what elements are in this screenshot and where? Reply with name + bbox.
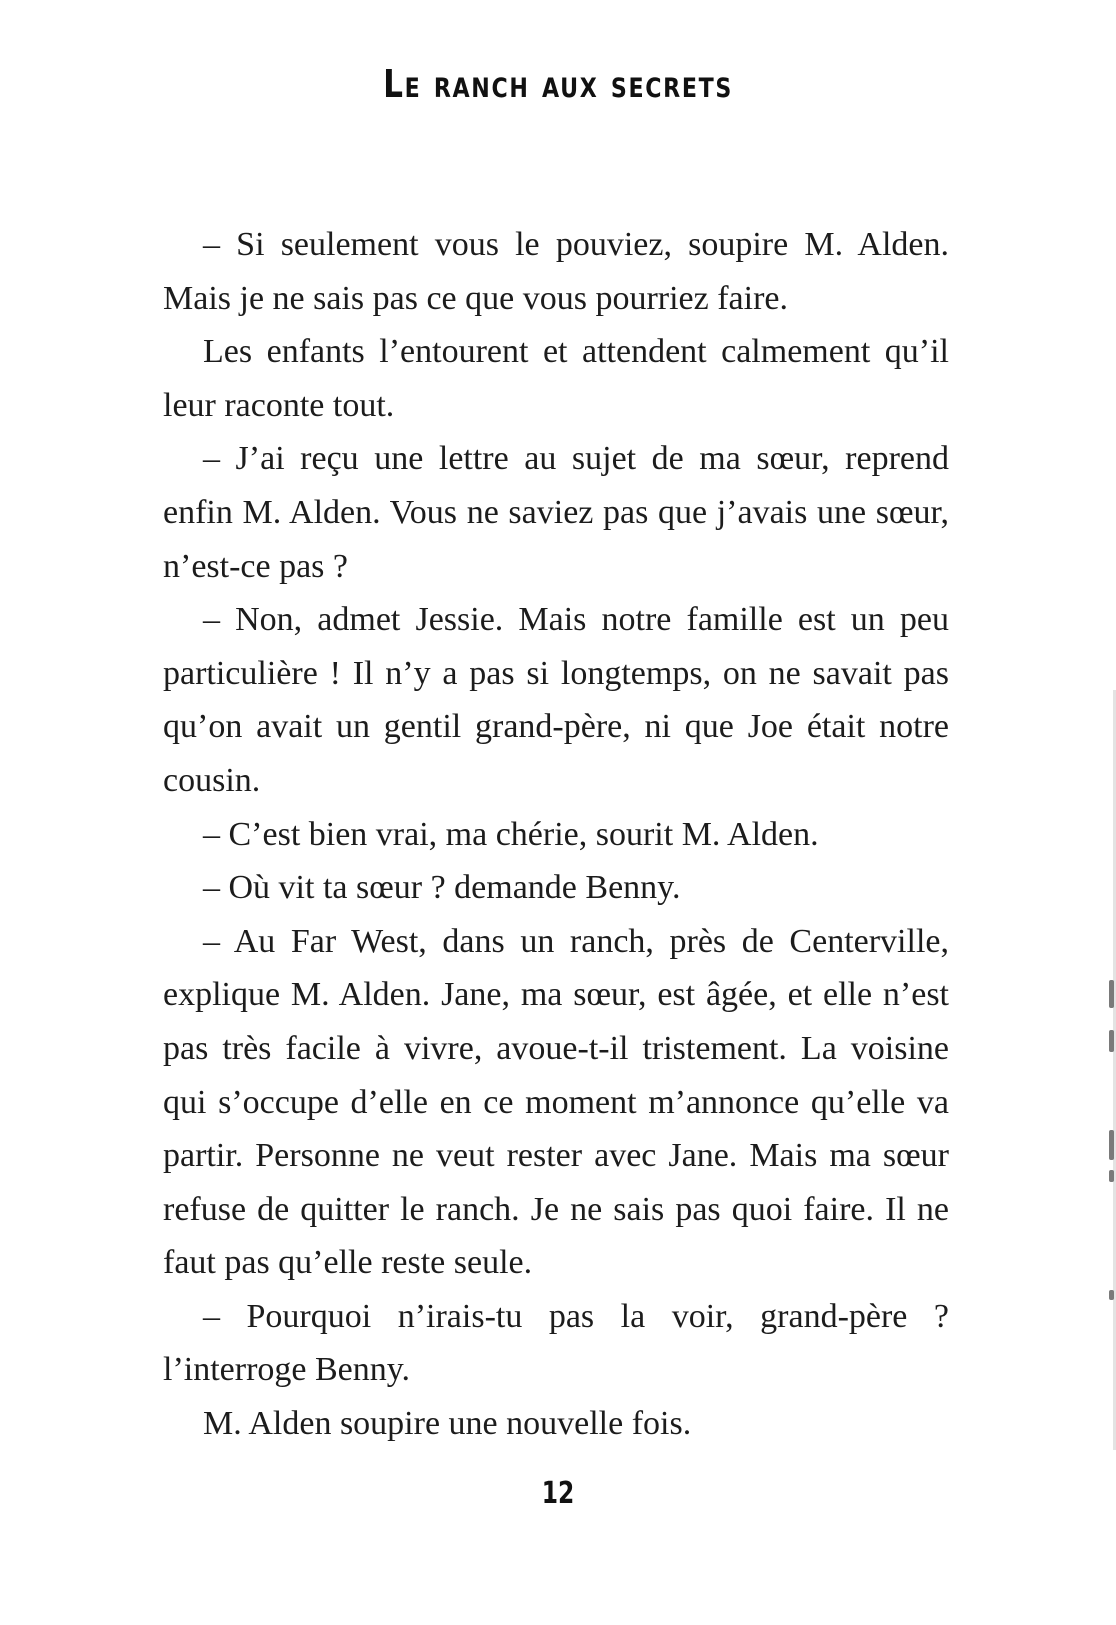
page-number: 12 xyxy=(541,1476,575,1511)
paragraph: – Pourquoi n’irais-tu pas la voir, grand-père ? l’interroge Benny. xyxy=(163,1297,949,1389)
bleed-mark xyxy=(1109,1030,1114,1052)
paragraph: – J’ai reçu une lettre au sujet de ma sœur, reprend enfin M. Alden. Vous ne saviez pas que j’avais une sœur, n’est-ce pas ? xyxy=(163,440,949,585)
bleed-mark xyxy=(1109,980,1114,1008)
bleed-mark xyxy=(1109,1130,1114,1160)
facing-page-bleed xyxy=(1104,690,1116,1450)
paragraph: – Au Far West, dans un ranch, près de Centerville, explique M. Alden. Jane, ma sœur, est âgée, et elle n’est pas très facile à vivre, avoue-t-il tristement. La voisine qui s’occupe d’elle en ce moment m’annonce qu’elle va partir. Personne ne veut rester avec Jane. Mais ma sœur refuse de quitter le ranch. Je ne sais pas quoi faire. Il ne faut pas qu’elle reste seule. xyxy=(163,922,949,1282)
paragraph: – C’est bien vrai, ma chérie, sourit M. Alden. xyxy=(203,815,819,853)
paragraph: – Non, admet Jessie. Mais notre famille est un peu particulière ! Il n’y a pas si longtemps, on ne savait pas qu’on avait un gentil grand-père, ni que Joe était notre cousin. xyxy=(163,601,949,799)
paragraph: – Où vit ta sœur ? demande Benny. xyxy=(203,869,681,907)
paragraph: Les enfants l’entourent et attendent calmement qu’il leur raconte tout. xyxy=(163,333,949,424)
bleed-mark xyxy=(1109,1290,1114,1300)
body-text xyxy=(163,218,949,1451)
paragraph: M. Alden soupire une nouvelle fois. xyxy=(203,1405,692,1443)
paragraph: – Si seulement vous le pouviez, soupire M. Alden. Mais je ne sais pas ce que vous pourriez faire. xyxy=(163,226,949,317)
running-title: Le ranch aux secrets xyxy=(383,62,733,106)
bleed-mark xyxy=(1109,1170,1114,1182)
